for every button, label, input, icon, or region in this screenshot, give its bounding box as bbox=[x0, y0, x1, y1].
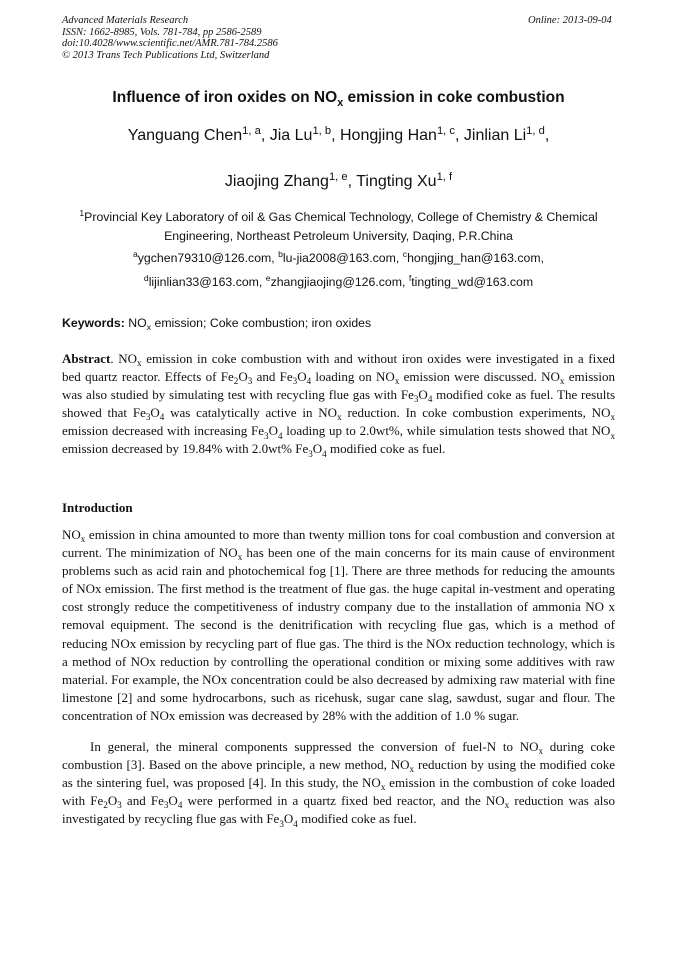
paper-title: Influence of iron oxides on $NO_x$ emission in coke combustion bbox=[112, 89, 565, 109]
doi-line: doi:10.4028/www.scientific.net/AMR.781-784.2586 bbox=[62, 38, 278, 49]
affiliation: $^1$Provincial Key Laboratory of oil & Gas Chemical Technology, College of Chemistry & Chemical Engineering, Northeast Petroleum University, Daqing, P.R.China bbox=[79, 208, 598, 243]
author-name: Yanguang Chen bbox=[127, 127, 243, 144]
journal-name: Advanced Materials Research bbox=[62, 15, 189, 26]
author-name: Hongjing Han bbox=[340, 127, 437, 144]
email-line-2: $^d$lijinlian33@163.com, $^e$zhangjiaojing@126.com, $^f$tingting_wd@163.com bbox=[143, 273, 534, 289]
email-address[interactable]: tingting_wd@163.com bbox=[411, 275, 534, 289]
author-name: Jiaojing Zhang bbox=[224, 173, 329, 190]
intro-paragraph-2: In general, the mineral components suppressed the conversion of fuel-N to $NO_x$ during coke combustion [3]. Based on the above principle, a new method, $NO_x$ reduction by using the modified coke as the sintering fuel, was proposed [4]. In this study, the $NO_x$ emission in the combustion of coke loaded with $Fe_2O_3$ and $Fe_3O_4$ were performed in a quartz fixed bed reactor, and the $NO_x$ reduction was also investigated by recycling flue gas with $Fe_3O_4$ modified coke as fuel. bbox=[62, 739, 615, 829]
author-name: Jinlian Li bbox=[463, 127, 527, 144]
email-address[interactable]: lu-jia2008@163.com bbox=[282, 251, 396, 265]
author-name: Jia Lu bbox=[269, 127, 313, 144]
intro-paragraph-1: $NO_x$ emission in china amounted to more than twenty million tons for coal combustion and conversion at current. The minimization of $NO_x$ has been one of the main concerns for its main cause of environment problems such as acid rain and photochemical fog [1]. There are three methods for reducing the amounts of NOx emission. The first method is the treatment of flue gas. the huge capital in-vestment and operating cost strongly reduce the competitiveness of industry company due to the installation of ammonia NO x removal equipment. The second is the denitrification with recycling flue gas, which is a method of reducing NOx emission by recycling part of flue gas. The third is the NOx reduction technology, which is a method of NOx reduction by controlling the operational condition or mixing some additives with raw material. For example, the NOx concentration could be also decreased by admixing raw material with fine limestone [2] and some hydrocarbons, such as ricehusk, sugar cane slag, sawdust, sugar and flour. The concentration of NOx emission was decreased by 28% with the addition of 1.0 % sugar. bbox=[62, 527, 615, 723]
author-name: Tingting Xu bbox=[356, 173, 437, 190]
section-heading-introduction: Introduction bbox=[62, 500, 133, 515]
abstract-paragraph: Abstract. $NO_x$ emission in coke combustion with and without iron oxides were investigated in a fixed bed quartz reactor. Effects of $Fe_2O_3$ and $Fe_3O_4$ loading on $NO_x$ emission were discussed. $NO_x$ emission was also studied by simulating test with recycling flue gas with $Fe_3O_4$ modified coke as fuel. The results showed that $Fe_3O_4$ was catalytically active in $NO_x$ reduction. In coke combustion experiments, $NO_x$ emission decreased with increasing $Fe_3O_4$ loading up to 2.0wt%, while simulation tests showed that $NO_x$ emission decreased by 19.84% with 2.0wt% $Fe_3O_4$ modified coke as fuel. bbox=[62, 351, 615, 459]
author-list-line-2: Jiaojing Zhang$^{1, e}$, Tingting Xu$^{1, f}$ bbox=[224, 170, 453, 190]
author-list-line-1: Yanguang Chen$^{1, a}$, Jia Lu$^{1, b}$, Hongjing Han$^{1, c}$, Jinlian Li$^{1, d}$, bbox=[127, 124, 550, 144]
email-line-1: $^a$ygchen79310@126.com, $^b$lu-jia2008@163.com, $^c$hongjing_han@163.com, bbox=[132, 249, 544, 265]
issn-line: ISSN: 1662-8985, Vols. 781-784, pp 2586-2589 bbox=[62, 26, 262, 38]
copyright-line: © 2013 Trans Tech Publications Ltd, Switzerland bbox=[62, 49, 270, 61]
abstract-label: Abstract bbox=[62, 351, 111, 366]
keywords-line: Keywords: $NO_x$ emission; Coke combustion; iron oxides bbox=[62, 316, 372, 332]
email-address[interactable]: lijinlian33@163.com bbox=[148, 275, 259, 289]
email-address[interactable]: zhangjiaojing@126.com bbox=[270, 275, 402, 289]
keywords-label: Keywords: bbox=[62, 316, 125, 330]
journal-header bbox=[62, 15, 278, 61]
email-address[interactable]: ygchen79310@126.com bbox=[137, 251, 272, 265]
email-address[interactable]: hongjing_han@163.com bbox=[407, 251, 541, 265]
online-date: Online: 2013-09-04 bbox=[528, 15, 612, 26]
